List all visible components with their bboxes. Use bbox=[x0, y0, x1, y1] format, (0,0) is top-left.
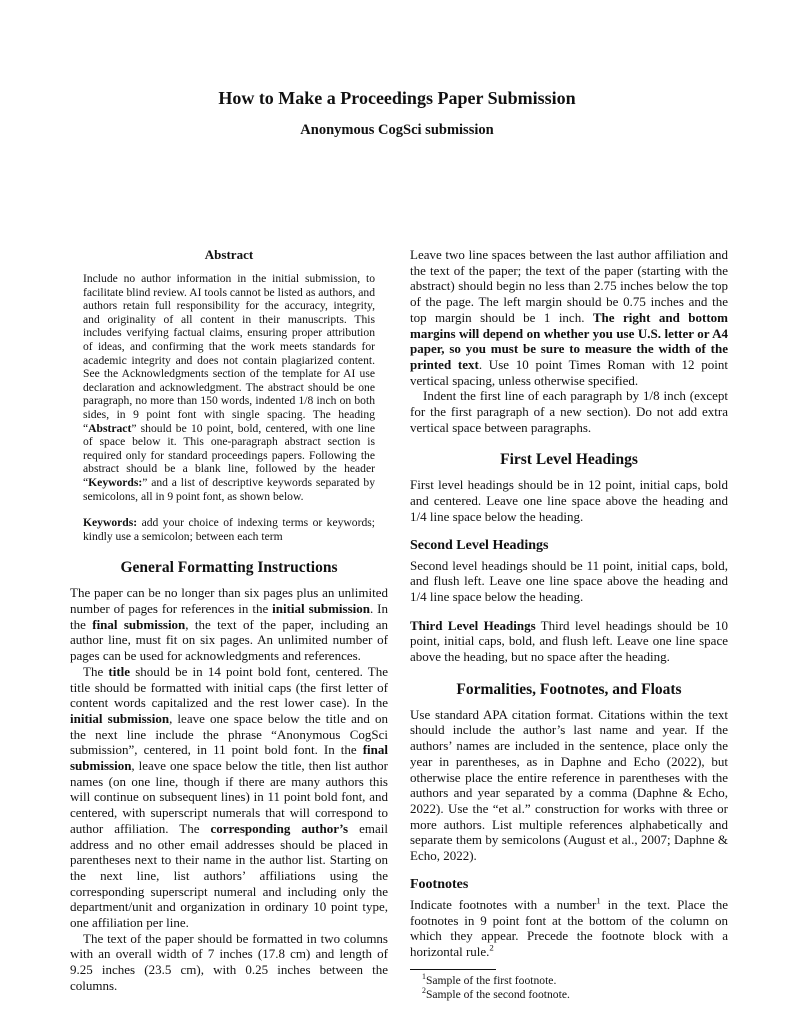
paragraph: The text of the paper should be formatted in two columns with an overall width of 7 inches (17.8 cm) and length of 9.25 inches (23.5 cm), with 0.25 inches between the columns. bbox=[70, 930, 388, 993]
paragraph: Leave two line spaces between the last author affiliation and the text of the paper; the text of the paper (starting with the abstract) should begin no less than 2.75 inches below the top of the page. The left margin should be 0.75 inches and the top margin should be 1 inch. The right and bottom margins will depend on whether you use U.S. letter or A4 paper, so you must be sure to measure the width of the printed text. Use 10 point Times Roman with 12 point vertical spacing, unless otherwise specified. bbox=[410, 247, 728, 388]
left-column bbox=[70, 247, 388, 1002]
paragraph: Indent the first line of each paragraph by 1/8 inch (except for the first paragraph of a new section). Do not add extra vertical space between paragraphs. bbox=[410, 388, 728, 435]
subsection-heading-second-level: Second Level Headings bbox=[410, 537, 549, 553]
paragraph: Use standard APA citation format. Citations within the text should include the author’s last name and year. If the authors’ names are included in the sentence, place only the year in parentheses, as in Daphne and Echo (2022), but otherwise place the entire reference in parentheses with the authors and year separated by a comma (Daphne & Echo, 2022). Use the “et al.” construction for works with three or more authors. List multiple references alphabetically and separate them by semicolons (August et al., 2007; Daphne & Echo, 2022). bbox=[410, 706, 728, 864]
section-heading-first-level: First Level Headings bbox=[500, 451, 638, 469]
paragraph: The title should be in 14 point bold font, centered. The title should be formatted with initial caps (the first letter of content words capitalized and the rest lower case). In the initial submission, leave one space below the title and on the next line include the phrase “Anonymous CogSci submission”, centered, in 11 point bold font. In the final submission, leave one space below the title, then list author names (on one line, though if there are many authors this will continue on subsequent lines) in 11 point bold font, and centered, with superscript numerals that will correspond to author affiliation. The corresponding author’s email address and no other email addresses should be placed in parentheses next to their name in the author list. Starting on the next line, list authors’ affiliations using the corresponding superscript numeral and including only the department/unit and organization in ordinary 10 point type, one affiliation per line. bbox=[70, 663, 388, 931]
section-heading-formalities: Formalities, Footnotes, and Floats bbox=[456, 680, 682, 698]
abstract-text: Include no author information in the initial submission, to facilitate blind review. AI tools cannot be listed as authors, and authors retain full responsibility for the accuracy, integrity, and originality of all content in their manuscripts. This includes verifying factual claims, ensuring proper attribution of ideas, and confirming that the work meets standards for academic integrity and does not contain plagiarized content. See the Acknowledgments section of the template for AI use declaration and acknowledgment. The abstract should be one paragraph, no more than 150 words, indented 1/8 inch on both sides, in 9 point font with single spacing. The heading “Abstract” should be 10 point, bold, centered, with one line of space below it. This one-paragraph abstract section is required only for standard proceedings papers. Following the abstract should be a blank line, followed by the header “Keywords:” and a list of descriptive keywords separated by semicolons, all in 9 point font, as shown below. bbox=[83, 272, 375, 503]
paragraph: Second level headings should be 11 point, initial caps, bold, and flush left. Leave one line space above the heading and 1/4 line space below the heading. bbox=[410, 557, 728, 604]
footnote-text: Sample of the first footnote. bbox=[425, 973, 557, 987]
paragraph-third-level-runin: Third Level Headings Third level headings should be 10 point, initial caps, bold, and flush left. Leave one line space above the heading, but no space after the heading. bbox=[410, 617, 728, 665]
author-line: Anonymous CogSci submission bbox=[300, 122, 494, 138]
keywords-line: Keywords: add your choice of indexing terms or keywords; kindly use a semicolon; between each term bbox=[83, 516, 375, 543]
footnote-item bbox=[410, 971, 728, 988]
two-column-body bbox=[70, 247, 728, 1002]
footnote-rule bbox=[410, 969, 496, 970]
subsection-heading-footnotes: Footnotes bbox=[410, 876, 469, 892]
footnote-marker: 2 bbox=[422, 985, 426, 995]
paragraph: First level headings should be in 12 point, initial caps, bold and centered. Leave one line space above the heading and 1/4 line space below the heading. bbox=[410, 477, 728, 524]
footnote-marker: 1 bbox=[422, 971, 426, 981]
right-column bbox=[410, 247, 728, 1002]
abstract-heading: Abstract bbox=[204, 247, 254, 262]
paper-title: How to Make a Proceedings Paper Submission bbox=[218, 88, 576, 108]
paragraph: The paper can be no longer than six pages plus an unlimited number of pages for references in the initial submission. In the final submission, the text of the paper, including an author line, must fit on six pages. An unlimited number of pages can be used for acknowledgments and references. bbox=[70, 585, 388, 664]
paragraph: Indicate footnotes with a number$^1$ in the text. Place the footnotes in 9 point font at the bottom of the column on which they appear. Precede the footnote block with a horizontal rule.$^2$ bbox=[410, 895, 728, 959]
footnote-item bbox=[410, 985, 728, 1002]
footnote-text: Sample of the second footnote. bbox=[425, 987, 570, 1001]
section-heading-general-formatting: General Formatting Instructions bbox=[120, 559, 338, 577]
